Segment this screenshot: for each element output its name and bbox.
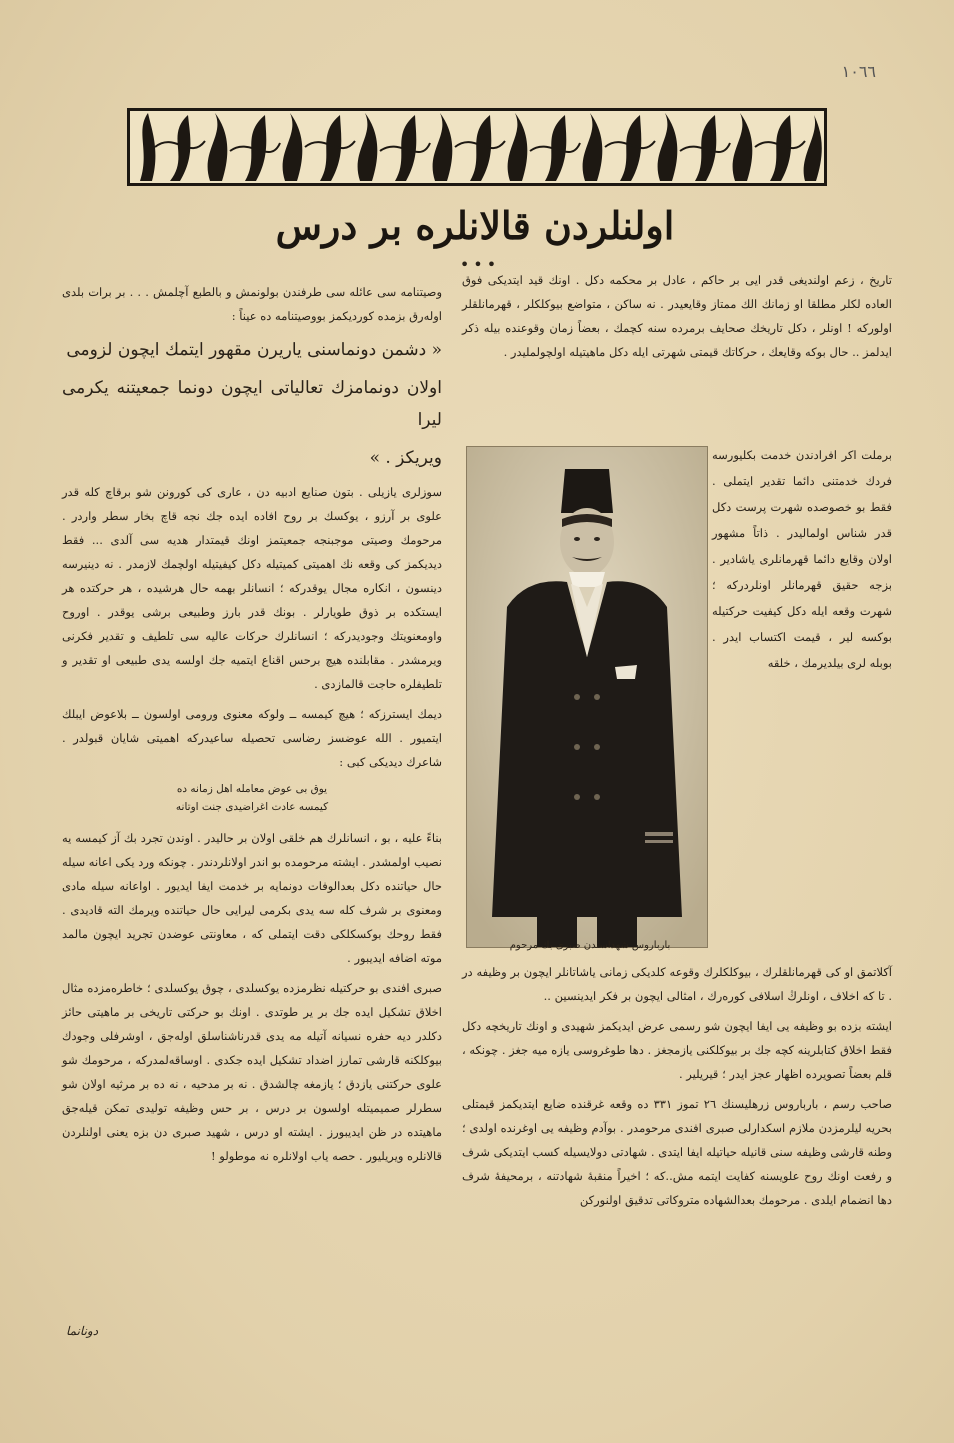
page-number: ١٠٦٦ <box>841 62 876 81</box>
paragraph: ایشته بزده بو وظیفه یی ایفا ایچون شو رسمی عرض ایدیکمز شهیدی و اونك تاریخچه دکل فقط اخلاق کتابلرینه کچه جك بر بیوکلکنی یازمجغز . دها طوغروسی یازه میه جغز . چونکه ، قلم بعضاً تصویرده اظهار عجز ایدر ؛ قیریلیر . <box>462 1019 892 1081</box>
poem-line: کیمسه عادت اغراضیدی جنت اوتانه <box>175 801 329 813</box>
paragraph: سوزلری یازیلی . بتون صنایع ادبیه دن ، عاری کی کورونن شو برقاچ کله قدر علوی بر آرزو ، یوکسك بر روح افاده ایده جك نجه قاچ بخار سطر واردر . مرحومك وصیتی موجبنجه جمعیتمز اونك قیمتدار هدیه سی آلدی ... فقط دیدیکمز کی وقعه نك اهمیتی کمیتیله دکل کیفیتیله اولچمك لازمدر . نه دینیرسه دینسون ، انکاره مجال یوقدرکه ؛ انسانلر بهمه حال هرشیده ، هر حرکتده هر ایستکده بر ذوق طویارلر . بونك قدر بارز وطبیعی برشی یوقدر . اوروح واومعنویتك وجودیدرکه ؛ انسانلرك حرکات عالیه سی تلطیف و تقدیر فکرنی ویرمشدر . مقابلنده هیچ برحس اقناع ایتمیه جك اولسه یدی طبیعی او تقدیر و تلطیفلره حاجت قالمازدی . <box>62 485 442 691</box>
paragraph: تاریخ ، زعم اولندیغی قدر ایی بر حاکم ، عادل بر محکمه دکل . اونك قید ایتدیکی فوق العاده لکلر مطلقا او زمانك الك ممتاز وقایعیدر . نه ساکن ، متواضع بیوکلکلر ، قهرمانلقلر اولورکه ! اونلر ، دکل تاریخك صحایف برمرده سنه کچمك ، بعضاً زمان وقوعنده بیله ذکر ایدلمز .. حال بوکه وقایعك ، حرکاتك قیمتی شهرتی ایله دکل ماهیتیله اولچولملیدر . <box>462 273 892 359</box>
title-separator: ••• <box>459 255 501 274</box>
paragraph: وصیتنامه سی عائله سی طرفندن بولونمش و بالطبع آچلمش . . . بر برات بلدی اولەرق بزمده کوردیکمز بووصیتنامه ده عیناً : <box>62 285 442 323</box>
decorative-header-banner <box>127 108 827 186</box>
right-narrow-column <box>712 442 892 682</box>
left-column <box>62 280 442 1174</box>
paragraph: برملت اکر افرادندن خدمت بکلیورسه فردك خدمتنی دائما تقدیر ایتملی . فقط بو خصوصده شهرت پرست دکل قدر شناس اولمالیدر . ذاتاً مشهور اولان وقایع دائما قهرمانلری یاشادیر . بزجه حقیق قهرمانلر اونلردرکه ؛ شهرت وقعه ایله دکل کیفیت حرکتیله بوکسه لیر ، قیمت اکتساب ایدر . بوبله لری بیلدیرمك ، خلقه <box>712 448 892 670</box>
signature: دونانما <box>66 1324 99 1338</box>
paragraph: دیمك ایسترزکه ؛ هیچ کیمسه ــ ولوکه معنوی ورومی اولسون ــ بلاعوض ایبلك ایتمیور . الله عوضسز رضاسی تحصیله ساعیدرکه اهمیتی شایان قبولدر . شاعرك دیدیکی کبی : <box>62 707 442 769</box>
paragraph: آکلاتمق او کی قهرمانلقلرك ، بیوکلکلرك وقوعه کلدیکی زمانی یاشاتانلر ایچون بر وظیفه در . تا که اخلاف ، اونلرڭ اسلافی کورەرك ، امثالی ایچون بر فکر ایدینسین .. <box>462 965 892 1003</box>
right-column-intro <box>462 268 892 370</box>
officer-portrait-icon <box>467 447 707 947</box>
poem-quote <box>62 780 442 816</box>
poem-line: یوق بی عوض معامله اهل زمانه ده <box>176 783 328 795</box>
will-quote-line: اولان دونمامزك تعالیاتی ایچون دونما جمعیتنه یکرمی لیرا <box>62 378 442 430</box>
article-title: اولنلردن قالانلره بر درس <box>275 203 675 248</box>
right-column-bottom <box>462 960 892 1218</box>
portrait-photo <box>466 446 708 948</box>
photo-caption: بارباروس شهداسندن صبری بك مرحوم <box>509 940 671 951</box>
leaf-ornament-icon <box>130 111 824 183</box>
paragraph: صبری افندی بو حرکتیله نظرمزده یوکسلدی ، چوق یوکسلدی ؛ خاطرەمزده مثال اخلاق تشکیل ایده جك بر یر طوتدی . اونك بو حرکتی تاریخی بر ماهیتی حائز دکلدر دیه حفره نسیانه آتیله مه یدی قدرناشناسلق اولەجق ، اوشرفلی وجودك بیوکلکنه قارشی تمارز اضداد تشکیل ایده جکدی . اوساقەلمدرکه ، مرحومك شو علوی حرکتنی یازدق ؛ یازمغه چالشدق . نه بر مدحیه ، نه ده بر مرثیه اولان شو سطرلر صمیمیتله اولسون بر درس ، بر حس وظیفه تولیدی تمکن قیلەجق ماهیتده در ظن ایدیبورز . ایشته او درس ، شهید صبری دن بزه یعنی اولنلردن قالانلره ویریلیور . حصه یاب اولانلره نه موطولو ! <box>62 981 442 1163</box>
paragraph: بناءً علیه ، بو ، انسانلرك هم خلقی اولان بر حالیدر . اوندن تجرد بك آز کیمسه یه نصیب اولمشدر . ایشته مرحومده بو اندر اولانلردندر . چونکه ورد یکی اعانه سیله حال حیاتنده دکل بعدالوفات دونمایه بر خدمت ایفا ایدیور . اواعانه سیله مادی ومعنوی بر شرف کله سه یدی بکرمی لیرایی حال حیاتنده ویرمك التە قادیدی . فقط روحك بوکسکلکی دقت ایتملی که ، معاونتی عوضدن تجرید ایچون مالمد موته اضافه ایدیبور . <box>62 831 442 965</box>
will-quote-line: ویریکز . » <box>369 448 442 468</box>
will-quote-line: « دشمن دونماسنی یاریرن مقهور ایتمك ایچون لزومی <box>66 340 442 360</box>
paragraph: صاحب رسم ، بارباروس زرهلیسنك ٢٦ تموز ٣٣١ ده وقعه غرقنده ضایع ایتدیکمز قیمتلی بحریه لیلرمزدن ملازم اسکدارلی صبری افندی مرحومدر . بوآدم وظیفه یی اوغرنده اولدی ؛ وطنه قارشی وظیفه سنی قانیله حیاتیله ایفا ایتدی . شهادتی دولایسیله کسب ایتدیکی شرف و رفعت اونك روح علویسنه کفایت ایتمه مش..که ؛ اخیراً منقبهٔ شهادتنه ، برمحیفهٔ شرف دها انضمام ایلدی . مرحومك بعدالشهاده متروکاتی تدقیق اولنورکن <box>462 1097 893 1207</box>
